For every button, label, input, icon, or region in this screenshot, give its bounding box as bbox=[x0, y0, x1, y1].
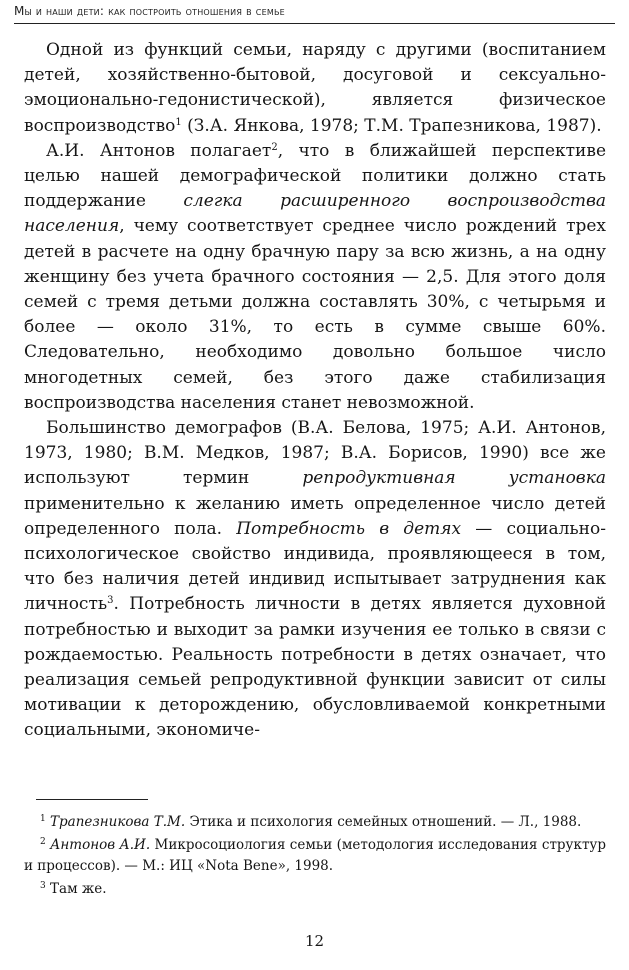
footnote-author: Антонов А.И. bbox=[50, 837, 151, 853]
running-header bbox=[14, 4, 615, 24]
footnote-ref-2: 2 bbox=[271, 141, 278, 153]
running-header-title: Мы и наши дети: как построить отношения в семье bbox=[14, 4, 285, 18]
paragraph-3: Большинство демографов (В.А. Белова, 1975; А.И. Антонов, 1973, 1980; В.М. Медков, 1987; В.А. Борисов, 1990) все же используют термин репродуктивная установка применительно к желанию иметь определенное число детей определенного пола. Потребность в детях — социально-психологическое свойство индивида, проявляющееся в том, что без наличия детей индивид испытывает затруднения как личность$^3$. Потребность личности в детях является духовной потребностью и выходит за рамки изучения ее только в связи с рождаемостью. Реальность потребности в детях означает, что реализация семьей репродуктивной функции зависит от силы мотивации к деторождению, обусловливаемой конкретными социальными, экономиче- bbox=[24, 418, 606, 741]
main-text bbox=[24, 38, 606, 744]
paragraph-2: А.И. Антонов полагает$^2$, что в ближайшей перспективе целью нашей демографической политики должно стать поддержание слегка расширенного воспроизводства населения, чему соответствует среднее число рождений трех детей в расчете на одну брачную пару за всю жизнь, а на одну женщину без учета брачного состояния — 2,5. Для этого доля семей с тремя детьми должна составлять 30%, с четырьмя и более — около 31%, то есть в сумме свыше 60%. Следовательно, необходимо довольно большое число многодетных семей, без этого даже стабилизация воспроизводства населения станет невозможной. bbox=[24, 140, 607, 413]
page-number: 12 bbox=[304, 932, 325, 950]
footnote-3: $^3$ Там же. bbox=[40, 881, 107, 897]
footnote-separator bbox=[36, 799, 148, 800]
header-rule bbox=[14, 23, 615, 24]
footnote-author: Трапезникова Т.М. bbox=[50, 814, 186, 830]
footnote-2: $^2$ Антонов А.И. Микросоциология семьи (методология исследования структур и процессов). — М.: ИЦ «Nota Bene», 1998. bbox=[24, 837, 606, 874]
paragraph-1: Одной из функций семьи, наряду с другими (воспитанием детей, хозяйственно-бытовой, досуговой и сексуально-эмоционально-гедонистической), является физическое воспроизводство$^1$ (З.А. Янкова, 1978; Т.М. Трапезникова, 1987). bbox=[24, 40, 606, 136]
footnotes bbox=[24, 812, 606, 902]
footnote-1: $^1$ Трапезникова Т.М. Этика и психология семейных отношений. — Л., 1988. bbox=[40, 814, 582, 830]
emphasis-term: слегка расширенного воспроизводства населения bbox=[24, 191, 607, 237]
footnote-ref-1: 1 bbox=[175, 116, 182, 128]
footnote-ref-3: 3 bbox=[107, 595, 114, 607]
emphasis-term: Потребность в детях bbox=[236, 518, 462, 539]
emphasis-term: репродуктивная установка bbox=[302, 468, 606, 489]
